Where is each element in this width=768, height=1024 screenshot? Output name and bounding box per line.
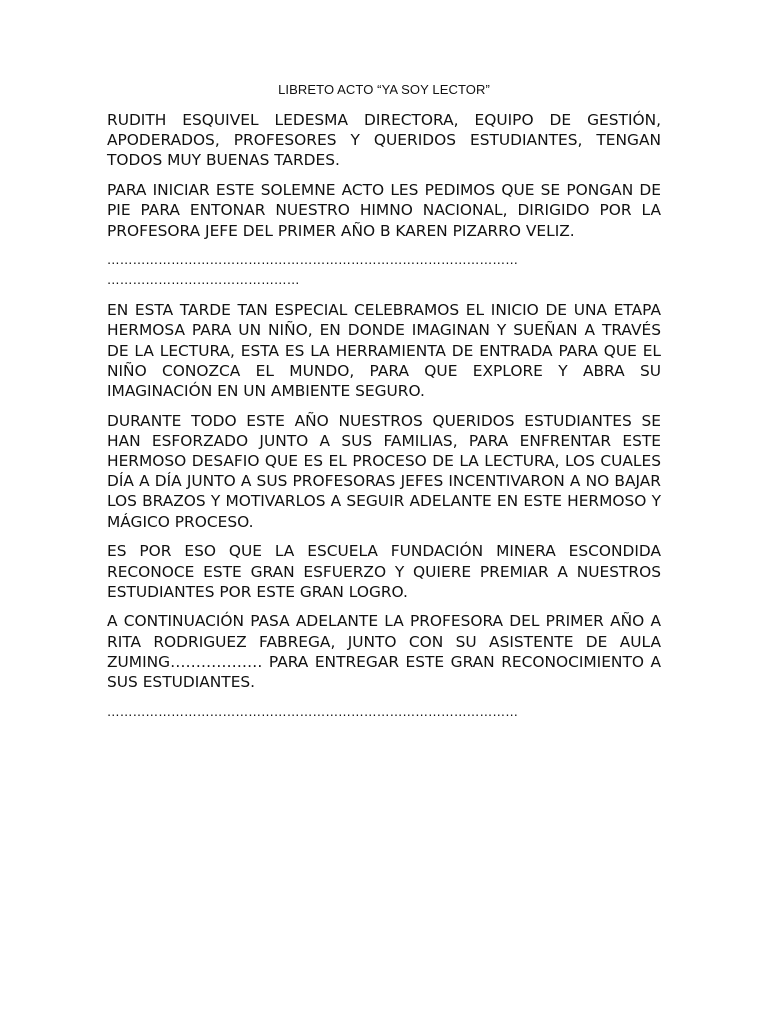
paragraph-recognition: ES POR ESO QUE LA ESCUELA FUNDACIÓN MINERA ESCONDIDA RECONOCE ESTE GRAN ESFUERZO Y QUIERE PREMIAR A NUESTROS ESTUDIANTES POR ESTE GRAN LOGRO. [107, 542, 661, 601]
dotted-separator-2 [107, 702, 661, 722]
paragraph-greeting: RUDITH ESQUIVEL LEDESMA DIRECTORA, EQUIPO DE GESTIÓN, APODERADOS, PROFESORES Y QUERIDOS ESTUDIANTES, TENGAN TODOS MUY BUENAS TARDES. [107, 111, 661, 170]
paragraph-anthem: PARA INICIAR ESTE SOLEMNE ACTO LES PEDIMOS QUE SE PONGAN DE PIE PARA ENTONAR NUESTRO HIMNO NACIONAL, DIRIGIDO POR LA PROFESORA JEFE DEL PRIMER AÑO B KAREN PIZARRO VELIZ. [107, 181, 661, 240]
document-body [107, 110, 661, 731]
paragraph-award: A CONTINUACIÓN PASA ADELANTE LA PROFESORA DEL PRIMER AÑO A RITA RODRIGUEZ FABREGA, JUNTO CON SU ASISTENTE DE AULA ZUMING……………… PARA ENTREGAR ESTE GRAN RECONOCIMIENTO A SUS ESTUDIANTES. [107, 612, 661, 692]
paragraph-effort: DURANTE TODO ESTE AÑO NUESTROS QUERIDOS ESTUDIANTES SE HAN ESFORZADO JUNTO A SUS FAMILIAS, PARA ENFRENTAR ESTE HERMOSO DESAFIO QUE ES EL PROCESO DE LA LECTURA, LOS CUALES DÍA A DÍA JUNTO A SUS PROFESORAS JEFES INCENTIVARON A NO BAJAR LOS BRAZOS Y MOTIVARLOS A SEGUIR ADELANTE EN ESTE HERMOSO Y MÁGICO PROCESO. [107, 411, 661, 531]
dotted-separator-1 [107, 250, 661, 290]
dotted-line-2: …………………………………………………………………………………… [107, 703, 519, 719]
dotted-line-1a: …………………………………………………………………………………… [107, 252, 519, 268]
paragraph-celebration: EN ESTA TARDE TAN ESPECIAL CELEBRAMOS EL INICIO DE UNA ETAPA HERMOSA PARA UN NIÑO, EN DONDE IMAGINAN Y SUEÑAN A TRAVÉS DE LA LECTURA, ESTA ES LA HERRAMIENTA DE ENTRADA PARA QUE EL NIÑO CONOZCA EL MUNDO, PARA QUE EXPLORE Y ABRA SU IMAGINACIÓN EN UN AMBIENTE SEGURO. [107, 301, 661, 400]
document-title: LIBRETO ACTO “YA SOY LECTOR” [278, 82, 490, 97]
dotted-line-1b: ……………………………………… [107, 272, 300, 288]
